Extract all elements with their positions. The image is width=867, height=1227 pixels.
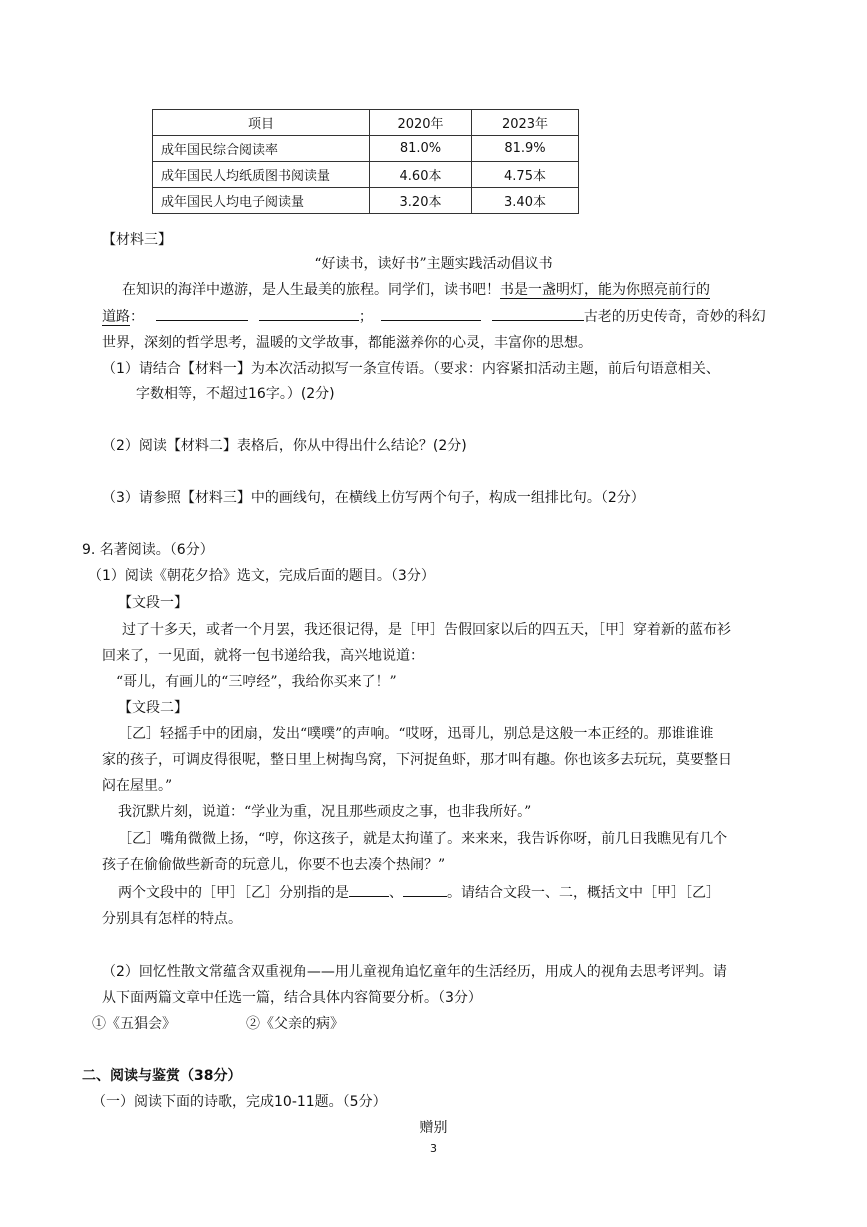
underlined-sentence: 书是一盏明灯，能为你照亮前行的	[500, 282, 710, 298]
table-cell: 4.60本	[370, 162, 472, 188]
semicolon-mark: ；	[358, 309, 373, 325]
table-cell: 3.20本	[370, 188, 472, 214]
table-header-cell: 2023年	[472, 110, 579, 136]
material3-line1-text: 在知识的海洋中遨游，是人生最美的旅程。同学们，读书吧！	[122, 282, 500, 298]
q9-title: 9. 名著阅读。（6分）	[82, 542, 214, 558]
segment1-line3: “哥儿，有画儿的“三哼经”，我给你买来了！”	[116, 674, 397, 690]
table-cell: 成年国民人均纸质图书阅读量	[153, 162, 370, 188]
table-cell: 成年国民综合阅读率	[153, 136, 370, 162]
colon-mark: ：	[130, 309, 144, 325]
reading-stats-table	[152, 109, 579, 214]
imitation-blank-1[interactable]	[156, 306, 248, 321]
table-row	[153, 136, 579, 162]
page-number: 3	[430, 1142, 437, 1155]
answer-blank-yi[interactable]	[403, 882, 447, 897]
segment2-label: 【文段二】	[118, 700, 188, 716]
q9-ask-text: 两个文段中的［甲］［乙］分别指的是	[118, 885, 349, 901]
imitation-blank-4[interactable]	[492, 306, 584, 321]
poem-title: 赠别	[419, 1120, 448, 1136]
table-cell: 成年国民人均电子阅读量	[153, 188, 370, 214]
q9-sub1: （1）阅读《朝花夕拾》选文，完成后面的题目。（3分）	[88, 568, 435, 584]
segment2-line6: 孩子在偷偷做些新奇的玩意儿，你要不也去凑个热闹？”	[102, 857, 446, 873]
option-wuchanghui: ①《五猖会》	[92, 1016, 176, 1032]
material3-line3: 世界，深刻的哲学思考，温暖的文学故事，都能滋养你的心灵，丰富你的思想。	[102, 335, 592, 351]
table-cell: 4.75本	[472, 162, 579, 188]
q9-ask-text-2: 。请结合文段一、二，概括文中［甲］［乙］	[447, 885, 720, 901]
table-cell: 81.0%	[370, 136, 472, 162]
answer-blank-jia[interactable]	[349, 882, 389, 897]
material3-line1	[122, 279, 710, 299]
table-header-row	[153, 110, 579, 136]
option-fuqindebing: ②《父亲的病》	[246, 1016, 344, 1032]
segment1-label: 【文段一】	[118, 595, 188, 611]
imitation-blank-3[interactable]	[381, 306, 481, 321]
section2-subtitle: （一）阅读下面的诗歌，完成10-11题。（5分）	[92, 1094, 387, 1110]
q9-sub2-line1: （2）回忆性散文常蕴含双重视角——用儿童视角追忆童年的生活经历，用成人的视角去思考评判。请	[102, 964, 727, 980]
table-row	[153, 162, 579, 188]
segment2-line3: 闷在屋里。”	[102, 778, 173, 794]
q8-sub1-line1: （1）请结合【材料一】为本次活动拟写一条宣传语。（要求：内容紧扣活动主题，前后句语意相关、	[102, 361, 720, 377]
segment1-line1: 过了十多天，或者一个月罢，我还很记得，是［甲］告假回家以后的四五天，［甲］穿着新的蓝布衫	[122, 622, 731, 638]
segment2-line5: ［乙］嘴角微微上扬，“哼，你这孩子，就是太拘谨了。来来来，我告诉你呀，前几日我瞧见有几个	[118, 831, 728, 847]
segment2-line2: 家的孩子，可调皮得很呢，整日里上树掏鸟窝，下河捉鱼虾，那才叫有趣。你也该多去玩玩，莫要整日	[102, 752, 732, 768]
material3-line2	[102, 306, 766, 326]
table-header-cell: 2020年	[370, 110, 472, 136]
q9-ask-line1	[118, 882, 720, 902]
segment2-line1: ［乙］轻摇手中的团扇，发出“噗噗”的声响。“哎呀，迅哥儿，别总是这般一本正经的。那谁谁谁	[118, 726, 714, 742]
material3-label: 【材料三】	[102, 232, 172, 248]
segment2-line4: 我沉默片刻，说道：“学业为重，况且那些顽皮之事，也非我所好。”	[118, 804, 532, 820]
table-row	[153, 188, 579, 214]
material3-title: “好读书，读好书”主题实践活动倡议书	[314, 256, 553, 272]
segment1-line2: 回来了，一见面，就将一包书递给我，高兴地说道：	[102, 648, 424, 664]
separator-mark: 、	[389, 885, 403, 901]
q8-sub3: （3）请参照【材料三】中的画线句，在横线上仿写两个句子，构成一组排比句。（2分）	[102, 490, 645, 506]
q8-sub1-line2: 字数相等，不超过16字。）(2分)	[136, 386, 335, 402]
underlined-sentence-end: 道路	[102, 309, 130, 325]
table-cell: 81.9%	[472, 136, 579, 162]
section2-title: 二、阅读与鉴赏（38分）	[82, 1068, 242, 1084]
material3-line2-tail: 古老的历史传奇，奇妙的科幻	[583, 309, 766, 325]
q9-sub2-line2: 从下面两篇文章中任选一篇，结合具体内容简要分析。（3分）	[102, 990, 482, 1006]
table-cell: 3.40本	[472, 188, 579, 214]
table-header-cell: 项目	[153, 110, 370, 136]
imitation-blank-2[interactable]	[259, 306, 359, 321]
q9-ask-line2: 分别具有怎样的特点。	[102, 911, 242, 927]
q8-sub2: （2）阅读【材料二】表格后，你从中得出什么结论？(2分)	[102, 438, 467, 454]
